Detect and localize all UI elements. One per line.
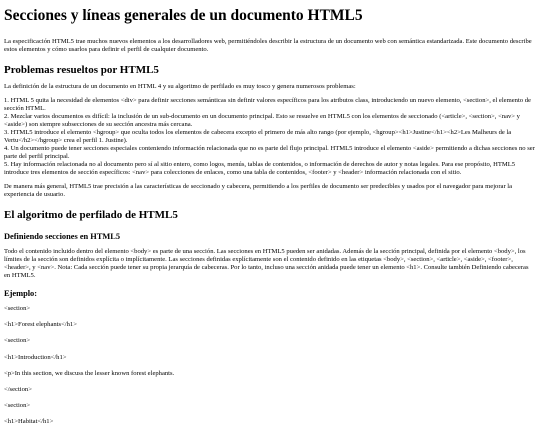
code-line: </section> <box>4 386 32 394</box>
code-line: <section> <box>4 402 31 410</box>
code-line: <section> <box>4 304 31 312</box>
list-item: 3. HTML5 introduce el elemento <hgroup> que oculta todos los elementos de cabecera excepto el primero de más alto rango (por ejemplo, <hgroup><h1>Justine</h1><h2>Les Malheurs de la Vertu</h2></hgroup> crea el perfil 1. Justine). <box>4 129 512 145</box>
example-heading: Ejemplo: <box>4 288 38 298</box>
page-title: Secciones y líneas generales de un documento HTML5 <box>4 7 363 24</box>
code-line: <h1>Forest elephants</h1> <box>4 321 77 329</box>
list-item: 1. HTML 5 quita la necesidad de elementos <div> para definir secciones semánticas sin definir valores específicos para los atributos class, introduciendo un nuevo elemento, <section>, el elemento de sección HTML. <box>4 97 531 113</box>
problems-list <box>4 97 536 177</box>
sections-paragraph: Todo el contenido incluido dentro del elemento <body> es parte de una sección. Las secciones en HTML5 pueden ser anidadas. Además de la sección principal, definida por el elemento <body>, los límites de la sección son definidos explícita o implícitamente. Las secciones definidas explícitamente son el contenido definido en las etiquetas <body>, <section>, <article>, <aside>, <footer>, <header>, y <nav>. Nota: Cada sección puede tener su propia jerarquía de cabeceras. Por lo tanto, incluso una sección anidada puede tener un elemento <h1>. Consulte también Definiendo cabeceras en HTML5. <box>4 247 529 279</box>
problems-lead: La definición de la estructura de un documento en HTML 4 y su algoritmo de perfilado es muy tosco y genera numerosos problemas: <box>4 83 356 91</box>
code-line: <h1>Habitat</h1> <box>4 418 54 426</box>
intro-paragraph: La especificación HTML5 trae muchos nuevos elementos a los desarrolladores web, permitiéndoles describir la estructura de un documento web con semántica estandarizada. Este documento describe estos elementos y cómo usarlos para definir el perfil de cualquier documento. <box>4 37 532 53</box>
problems-heading: Problemas resueltos por HTML5 <box>4 63 159 76</box>
code-line: <section> <box>4 337 31 345</box>
list-item: 5. Hay información relacionada no al documento pero sí al sitio entero, como logos, menús, tablas de contenidos, o información de derechos de autor y notas legales. Para ese propósito, HTML5 introduce tres elementos de sección específicos: <nav> para colecciones de enlaces, como una tabla de contenidos, <footer> y <header> información relacionada con el sitio. <box>4 161 516 177</box>
list-item: 4. Un documento puede tener secciones especiales conteniendo información relacionada que no es parte del flujo principal. HTML5 introduce el elemento <aside> permitiendo a dichas secciones no ser parte del perfil principal. <box>4 145 535 161</box>
algorithm-heading: El algoritmo de perfilado de HTML5 <box>4 209 178 222</box>
list-item: 2. Mezclar varios documentos es difícil: la inclusión de un sub-documento en un documento principal. Esto se resuelve en HTML5 con los elementos de seccionado (<article>, <section>, <nav> y <aside>) son siempre subsecciones de su sección ancestra más cercana. <box>4 113 520 129</box>
code-line: <p>In this section, we discuss the lesser known forest elephants. <box>4 369 175 377</box>
problems-summary: De manera más general, HTML5 trae precisión a las características de seccionado y cabecera, permitiendo a los perfiles de documento ser predecibles y usados por el navegador para mejorar la experiencia de usuario. <box>4 183 513 199</box>
code-line: <h1>Introduction</h1> <box>4 353 67 361</box>
example-code <box>4 305 536 427</box>
sections-subheading: Definiendo secciones en HTML5 <box>4 231 121 241</box>
